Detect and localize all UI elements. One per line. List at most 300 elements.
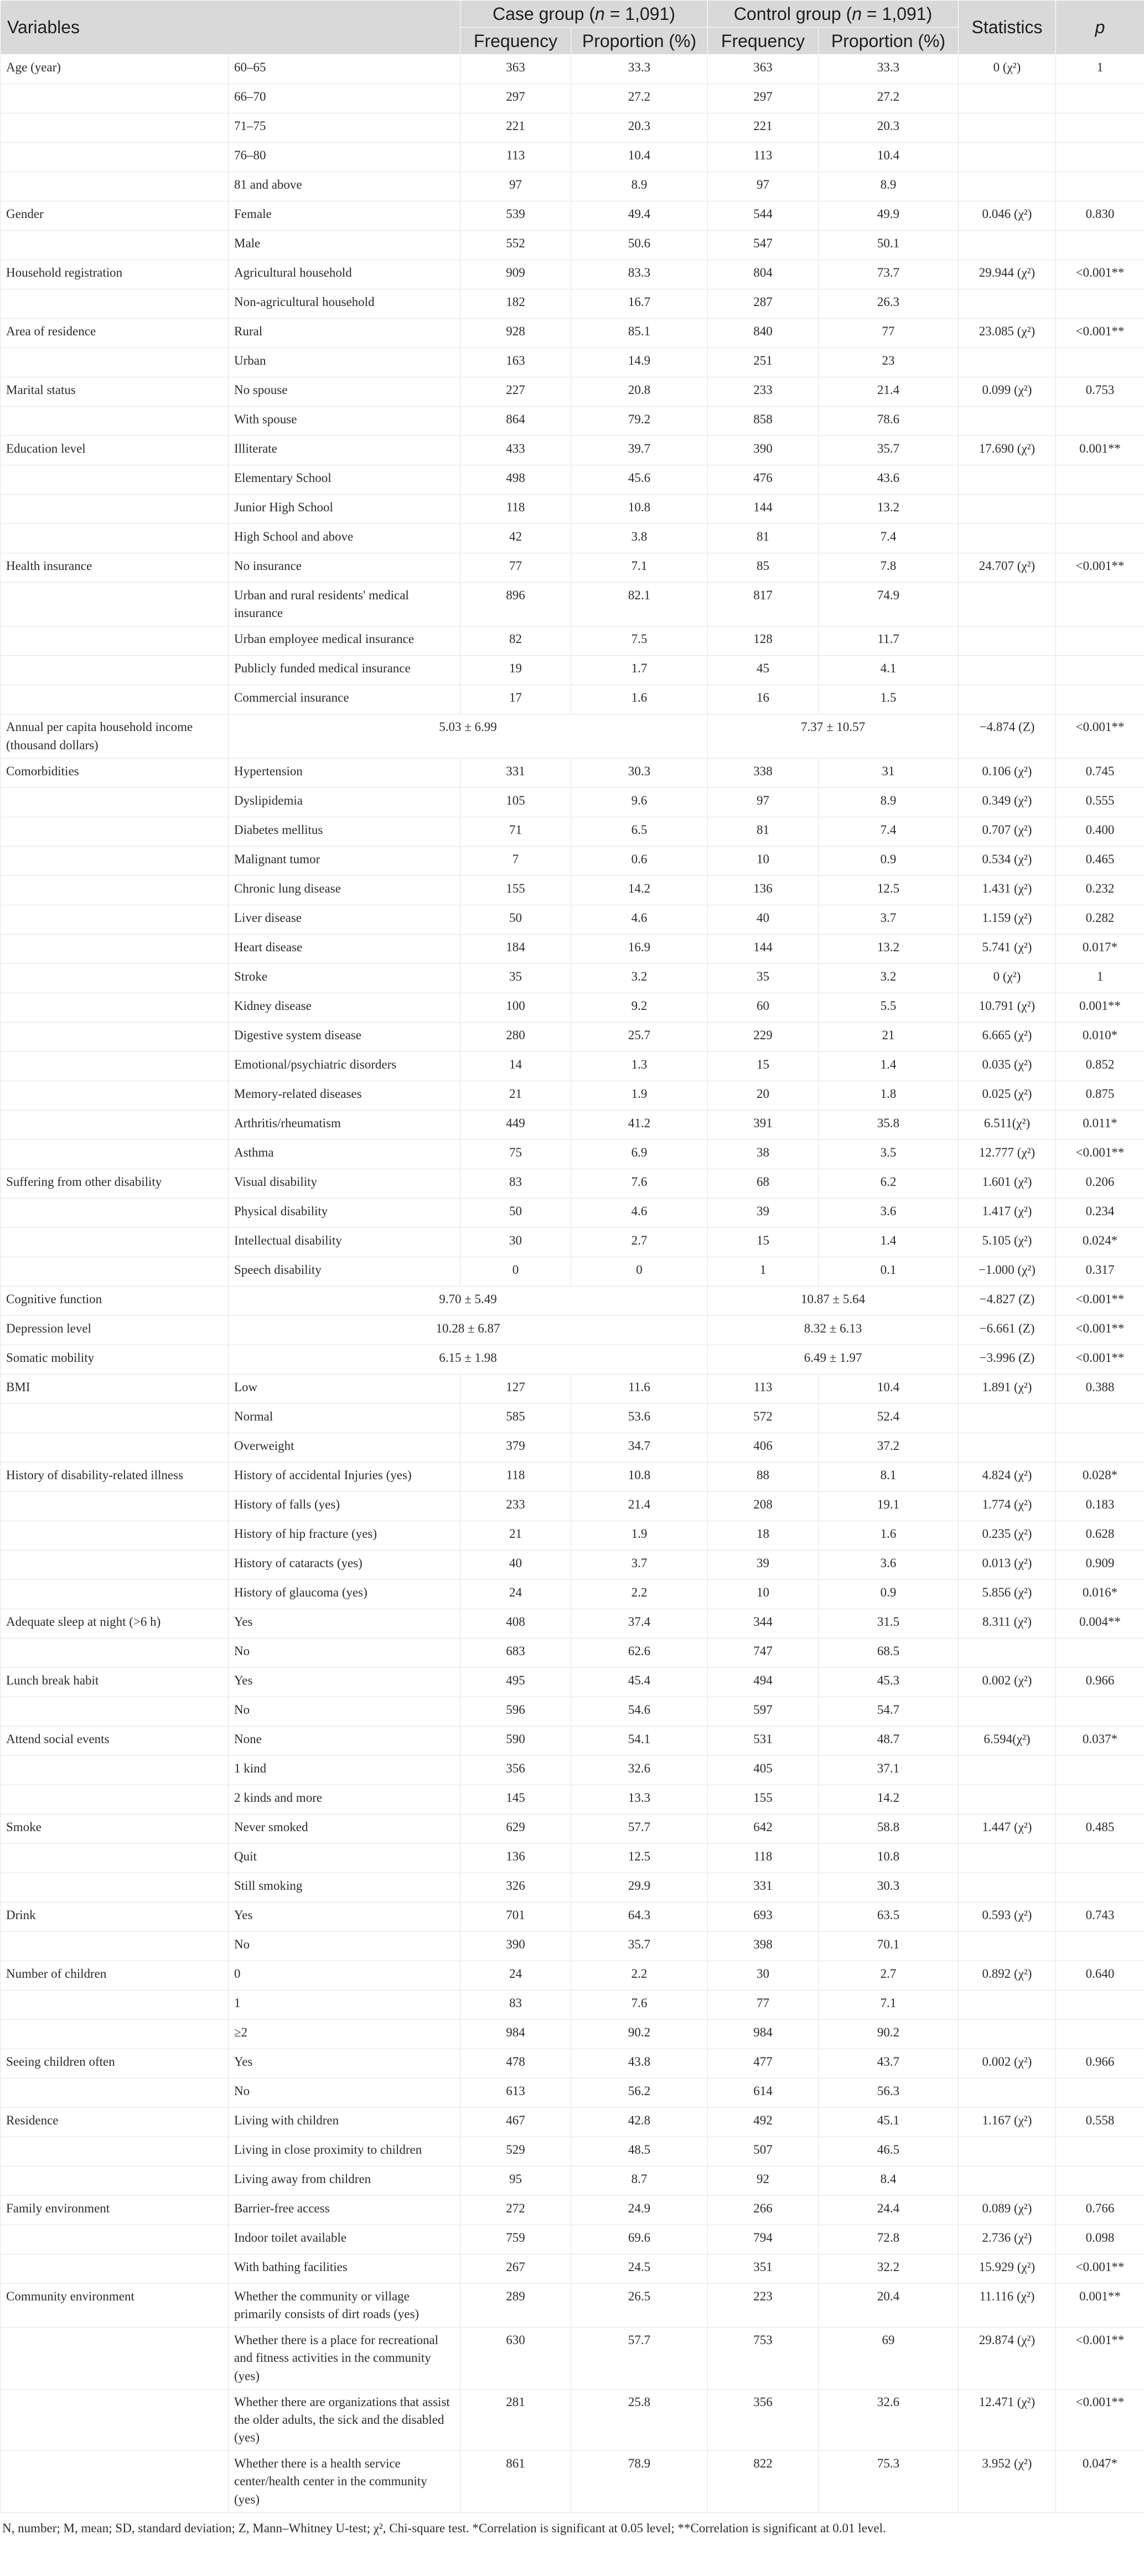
p-value-cell xyxy=(1056,1873,1144,1902)
table-header xyxy=(1,1,1144,55)
statistics-cell xyxy=(959,1990,1056,2019)
variable-cell xyxy=(1,1990,229,2019)
p-value-cell xyxy=(1056,1755,1144,1785)
case-frequency-cell: 82 xyxy=(460,626,571,656)
p-value-cell: 0.234 xyxy=(1056,1198,1144,1227)
table-row xyxy=(1,524,1144,553)
p-value-cell: 0.183 xyxy=(1056,1491,1144,1521)
control-frequency-cell: 822 xyxy=(708,2451,819,2513)
case-frequency-cell: 118 xyxy=(460,495,571,524)
control-frequency-cell: 338 xyxy=(708,758,819,787)
variable-cell: Residence xyxy=(1,2107,229,2137)
p-value-cell: 0.388 xyxy=(1056,1374,1144,1403)
control-proportion-cell: 20.4 xyxy=(819,2283,959,2327)
case-frequency-cell: 0 xyxy=(460,1257,571,1286)
control-mean-sd-cell: 7.37 ± 10.57 xyxy=(708,714,959,758)
p-value-cell xyxy=(1056,1843,1144,1873)
statistics-cell xyxy=(959,1931,1056,1961)
control-proportion-cell: 8.9 xyxy=(819,787,959,817)
level-cell: Visual disability xyxy=(229,1169,460,1198)
control-frequency-cell: 45 xyxy=(708,656,819,685)
control-proportion-cell: 74.9 xyxy=(819,583,959,626)
variable-cell xyxy=(1,685,229,714)
case-proportion-cell: 57.7 xyxy=(571,1814,708,1843)
control-proportion-cell: 3.7 xyxy=(819,905,959,934)
control-proportion-cell: 27.2 xyxy=(819,84,959,113)
statistics-cell: 0.106 (χ²) xyxy=(959,758,1056,787)
table-row xyxy=(1,1550,1144,1579)
control-frequency-cell: 88 xyxy=(708,1462,819,1491)
level-cell: Whether there is a health service center/health center in the community (yes) xyxy=(229,2451,460,2513)
case-proportion-cell: 2.2 xyxy=(571,1579,708,1609)
control-frequency-cell: 10 xyxy=(708,846,819,875)
statistics-cell: 1.601 (χ²) xyxy=(959,1169,1056,1198)
header-variables: Variables xyxy=(1,1,460,55)
p-value-cell: 0.001** xyxy=(1056,436,1144,465)
statistics-cell: 0.593 (χ²) xyxy=(959,1902,1056,1931)
control-proportion-cell: 10.8 xyxy=(819,1843,959,1873)
control-proportion-cell: 78.6 xyxy=(819,407,959,436)
control-proportion-cell: 35.7 xyxy=(819,436,959,465)
variable-cell xyxy=(1,1491,229,1521)
table-row xyxy=(1,1726,1144,1755)
statistics-cell: 0.013 (χ²) xyxy=(959,1550,1056,1579)
case-frequency-cell: 326 xyxy=(460,1873,571,1902)
control-frequency-cell: 144 xyxy=(708,495,819,524)
level-cell: 2 kinds and more xyxy=(229,1785,460,1814)
variable-cell xyxy=(1,905,229,934)
control-frequency-cell: 39 xyxy=(708,1550,819,1579)
case-frequency-cell: 113 xyxy=(460,143,571,172)
table-row xyxy=(1,1051,1144,1081)
control-proportion-cell: 14.2 xyxy=(819,1785,959,1814)
control-proportion-cell: 58.8 xyxy=(819,1814,959,1843)
variable-cell: Comorbidities xyxy=(1,758,229,787)
control-proportion-cell: 48.7 xyxy=(819,1726,959,1755)
control-proportion-cell: 1.4 xyxy=(819,1227,959,1257)
p-value-cell: 0.206 xyxy=(1056,1169,1144,1198)
statistics-cell: 0.035 (χ²) xyxy=(959,1051,1056,1081)
case-proportion-cell: 10.4 xyxy=(571,143,708,172)
control-proportion-cell: 0.9 xyxy=(819,846,959,875)
control-proportion-cell: 1.5 xyxy=(819,685,959,714)
case-proportion-cell: 7.1 xyxy=(571,553,708,583)
table-row xyxy=(1,1315,1144,1345)
level-cell: 76–80 xyxy=(229,143,460,172)
p-value-cell xyxy=(1056,2078,1144,2107)
case-proportion-cell: 3.8 xyxy=(571,524,708,553)
case-frequency-cell: 984 xyxy=(460,2019,571,2049)
table-row xyxy=(1,1638,1144,1667)
case-frequency-cell: 221 xyxy=(460,113,571,143)
case-frequency-cell: 683 xyxy=(460,1638,571,1667)
level-cell: Whether the community or village primarily consists of dirt roads (yes) xyxy=(229,2283,460,2327)
table-row xyxy=(1,436,1144,465)
table-row xyxy=(1,1667,1144,1697)
p-value-cell: 0.047* xyxy=(1056,2451,1144,2513)
table-row xyxy=(1,348,1144,377)
case-frequency-cell: 83 xyxy=(460,1169,571,1198)
control-frequency-cell: 572 xyxy=(708,1403,819,1433)
case-proportion-cell: 6.9 xyxy=(571,1139,708,1169)
statistics-cell xyxy=(959,2078,1056,2107)
case-proportion-cell: 21.4 xyxy=(571,1491,708,1521)
variable-cell xyxy=(1,143,229,172)
variable-cell: Area of residence xyxy=(1,319,229,348)
table-row xyxy=(1,1843,1144,1873)
p-value-cell: 0.909 xyxy=(1056,1550,1144,1579)
case-frequency-cell: 21 xyxy=(460,1081,571,1110)
level-cell: With spouse xyxy=(229,407,460,436)
control-frequency-cell: 221 xyxy=(708,113,819,143)
variable-cell xyxy=(1,1697,229,1726)
statistics-cell xyxy=(959,1785,1056,1814)
variable-cell xyxy=(1,524,229,553)
level-cell: Indoor toilet available xyxy=(229,2225,460,2254)
control-frequency-cell: 136 xyxy=(708,875,819,905)
variable-cell xyxy=(1,2389,229,2451)
variable-cell xyxy=(1,172,229,201)
level-cell: Hypertension xyxy=(229,758,460,787)
variable-cell: Seeing children often xyxy=(1,2049,229,2078)
case-proportion-cell: 56.2 xyxy=(571,2078,708,2107)
level-cell: Memory-related diseases xyxy=(229,1081,460,1110)
case-frequency-cell: 83 xyxy=(460,1990,571,2019)
case-frequency-cell: 77 xyxy=(460,553,571,583)
p-value-cell: 0.004** xyxy=(1056,1609,1144,1638)
control-frequency-cell: 406 xyxy=(708,1433,819,1462)
variable-cell xyxy=(1,1579,229,1609)
case-frequency-cell: 42 xyxy=(460,524,571,553)
case-proportion-cell: 2.7 xyxy=(571,1227,708,1257)
control-proportion-cell: 10.4 xyxy=(819,143,959,172)
p-value-cell: 0.875 xyxy=(1056,1081,1144,1110)
control-frequency-cell: 77 xyxy=(708,1990,819,2019)
variable-cell xyxy=(1,2328,229,2390)
p-value-cell xyxy=(1056,113,1144,143)
header-control-frequency: Frequency xyxy=(708,28,819,55)
p-value-cell: 0.400 xyxy=(1056,817,1144,846)
case-proportion-cell: 6.5 xyxy=(571,817,708,846)
case-proportion-cell: 1.7 xyxy=(571,656,708,685)
table-row xyxy=(1,1462,1144,1491)
table-row xyxy=(1,1990,1144,2019)
control-frequency-cell: 10 xyxy=(708,1579,819,1609)
variable-cell xyxy=(1,1785,229,1814)
p-value-cell: 0.558 xyxy=(1056,2107,1144,2137)
variable-cell xyxy=(1,2019,229,2049)
control-frequency-cell: 15 xyxy=(708,1227,819,1257)
case-frequency-cell: 363 xyxy=(460,55,571,84)
table-row xyxy=(1,1814,1144,1843)
level-cell: Urban employee medical insurance xyxy=(229,626,460,656)
control-frequency-cell: 507 xyxy=(708,2137,819,2166)
p-value-cell: <0.001** xyxy=(1056,1345,1144,1374)
control-frequency-cell: 208 xyxy=(708,1491,819,1521)
control-proportion-cell: 2.7 xyxy=(819,1961,959,1990)
control-proportion-cell: 33.3 xyxy=(819,55,959,84)
statistics-cell xyxy=(959,407,1056,436)
level-cell: 0 xyxy=(229,1961,460,1990)
case-proportion-cell: 45.4 xyxy=(571,1667,708,1697)
variable-cell xyxy=(1,817,229,846)
statistics-cell: 0.707 (χ²) xyxy=(959,817,1056,846)
table-row xyxy=(1,2137,1144,2166)
case-proportion-cell: 24.5 xyxy=(571,2254,708,2283)
case-frequency-cell: 478 xyxy=(460,2049,571,2078)
control-frequency-cell: 15 xyxy=(708,1051,819,1081)
variable-cell xyxy=(1,1257,229,1286)
level-cell: 71–75 xyxy=(229,113,460,143)
table-row xyxy=(1,685,1144,714)
level-cell: Low xyxy=(229,1374,460,1403)
control-proportion-cell: 7.4 xyxy=(819,524,959,553)
variable-cell: Health insurance xyxy=(1,553,229,583)
table-row xyxy=(1,1579,1144,1609)
p-value-cell xyxy=(1056,1638,1144,1667)
variable-cell: Lunch break habit xyxy=(1,1667,229,1697)
statistics-cell xyxy=(959,289,1056,319)
variable-cell xyxy=(1,1051,229,1081)
p-value-cell xyxy=(1056,84,1144,113)
table-row xyxy=(1,201,1144,231)
statistics-cell: −4.827 (Z) xyxy=(959,1286,1056,1315)
variable-cell xyxy=(1,846,229,875)
statistics-cell xyxy=(959,2137,1056,2166)
control-proportion-cell: 11.7 xyxy=(819,626,959,656)
case-proportion-cell: 57.7 xyxy=(571,2328,708,2390)
case-proportion-cell: 13.3 xyxy=(571,1785,708,1814)
variable-cell xyxy=(1,1843,229,1873)
level-cell: Kidney disease xyxy=(229,993,460,1022)
statistics-cell xyxy=(959,583,1056,626)
case-frequency-cell: 449 xyxy=(460,1110,571,1139)
p-value-cell xyxy=(1056,231,1144,260)
case-frequency-cell: 297 xyxy=(460,84,571,113)
statistics-cell: 1.159 (χ²) xyxy=(959,905,1056,934)
case-frequency-cell: 75 xyxy=(460,1139,571,1169)
statistics-cell: 24.707 (χ²) xyxy=(959,553,1056,583)
p-value-cell: 0.485 xyxy=(1056,1814,1144,1843)
level-cell: Heart disease xyxy=(229,934,460,963)
case-proportion-cell: 34.7 xyxy=(571,1433,708,1462)
statistics-cell: 0.892 (χ²) xyxy=(959,1961,1056,1990)
case-proportion-cell: 41.2 xyxy=(571,1110,708,1139)
control-frequency-cell: 747 xyxy=(708,1638,819,1667)
level-cell: History of cataracts (yes) xyxy=(229,1550,460,1579)
case-mean-sd-cell: 6.15 ± 1.98 xyxy=(229,1345,708,1374)
control-proportion-cell: 7.1 xyxy=(819,1990,959,2019)
control-frequency-cell: 97 xyxy=(708,172,819,201)
level-cell: Overweight xyxy=(229,1433,460,1462)
table-row xyxy=(1,1169,1144,1198)
control-frequency-cell: 16 xyxy=(708,685,819,714)
control-frequency-cell: 794 xyxy=(708,2225,819,2254)
p-value-cell: 0.317 xyxy=(1056,1257,1144,1286)
case-proportion-cell: 20.8 xyxy=(571,377,708,407)
case-proportion-cell: 9.2 xyxy=(571,993,708,1022)
table-row xyxy=(1,2283,1144,2327)
control-proportion-cell: 26.3 xyxy=(819,289,959,319)
variable-cell xyxy=(1,407,229,436)
control-proportion-cell: 1.4 xyxy=(819,1051,959,1081)
variable-cell: Education level xyxy=(1,436,229,465)
control-frequency-cell: 363 xyxy=(708,55,819,84)
level-cell: 66–70 xyxy=(229,84,460,113)
case-proportion-cell: 1.9 xyxy=(571,1521,708,1550)
level-cell: No spouse xyxy=(229,377,460,407)
variable-cell xyxy=(1,2451,229,2513)
case-proportion-cell: 64.3 xyxy=(571,1902,708,1931)
level-cell: Dyslipidemia xyxy=(229,787,460,817)
level-cell: 1 xyxy=(229,1990,460,2019)
case-proportion-cell: 7.5 xyxy=(571,626,708,656)
p-value-cell: 0.555 xyxy=(1056,787,1144,817)
control-proportion-cell: 63.5 xyxy=(819,1902,959,1931)
control-frequency-cell: 494 xyxy=(708,1667,819,1697)
case-proportion-cell: 0.6 xyxy=(571,846,708,875)
control-frequency-cell: 144 xyxy=(708,934,819,963)
control-proportion-cell: 8.4 xyxy=(819,2166,959,2195)
p-value-cell: 0.001** xyxy=(1056,2283,1144,2327)
level-cell: Barrier-free access xyxy=(229,2195,460,2225)
variable-cell xyxy=(1,2225,229,2254)
level-cell: Never smoked xyxy=(229,1814,460,1843)
p-value-cell: 0.745 xyxy=(1056,758,1144,787)
control-frequency-cell: 477 xyxy=(708,2049,819,2078)
p-value-cell xyxy=(1056,656,1144,685)
p-value-cell: 0.966 xyxy=(1056,1667,1144,1697)
case-frequency-cell: 630 xyxy=(460,2328,571,2390)
variable-cell: Adequate sleep at night (>6 h) xyxy=(1,1609,229,1638)
p-value-cell xyxy=(1056,172,1144,201)
case-frequency-cell: 379 xyxy=(460,1433,571,1462)
case-frequency-cell: 50 xyxy=(460,905,571,934)
control-proportion-cell: 6.2 xyxy=(819,1169,959,1198)
p-value-cell: <0.001** xyxy=(1056,1315,1144,1345)
table-row xyxy=(1,1931,1144,1961)
table-row xyxy=(1,172,1144,201)
statistics-cell: 6.594(χ²) xyxy=(959,1726,1056,1755)
variable-cell xyxy=(1,2137,229,2166)
variable-cell xyxy=(1,1081,229,1110)
table-row xyxy=(1,1227,1144,1257)
case-proportion-cell: 53.6 xyxy=(571,1403,708,1433)
p-value-cell: 0.037* xyxy=(1056,1726,1144,1755)
statistics-cell: 5.105 (χ²) xyxy=(959,1227,1056,1257)
control-proportion-cell: 43.6 xyxy=(819,465,959,495)
level-cell: Rural xyxy=(229,319,460,348)
p-value-cell: 0.011* xyxy=(1056,1110,1144,1139)
control-proportion-cell: 37.2 xyxy=(819,1433,959,1462)
level-cell: History of falls (yes) xyxy=(229,1491,460,1521)
table-row xyxy=(1,1257,1144,1286)
control-frequency-cell: 229 xyxy=(708,1022,819,1051)
control-proportion-cell: 32.6 xyxy=(819,2389,959,2451)
p-value-cell: 0.282 xyxy=(1056,905,1144,934)
p-value-cell: <0.001** xyxy=(1056,260,1144,289)
table-row xyxy=(1,905,1144,934)
case-proportion-cell: 3.2 xyxy=(571,963,708,993)
level-cell: 81 and above xyxy=(229,172,460,201)
case-frequency-cell: 184 xyxy=(460,934,571,963)
control-proportion-cell: 1.8 xyxy=(819,1081,959,1110)
table-row xyxy=(1,993,1144,1022)
p-value-cell: <0.001** xyxy=(1056,2254,1144,2283)
statistics-cell: 8.311 (χ²) xyxy=(959,1609,1056,1638)
case-proportion-cell: 10.8 xyxy=(571,1462,708,1491)
case-frequency-cell: 40 xyxy=(460,1550,571,1579)
table-row xyxy=(1,1755,1144,1785)
level-cell: Urban and rural residents' medical insurance xyxy=(229,583,460,626)
statistics-cell: 0.002 (χ²) xyxy=(959,2049,1056,2078)
case-frequency-cell: 495 xyxy=(460,1667,571,1697)
p-value-cell: <0.001** xyxy=(1056,319,1144,348)
variable-cell xyxy=(1,1638,229,1667)
case-proportion-cell: 12.5 xyxy=(571,1843,708,1873)
variable-cell xyxy=(1,583,229,626)
control-proportion-cell: 24.4 xyxy=(819,2195,959,2225)
statistics-cell xyxy=(959,1433,1056,1462)
level-cell: Non-agricultural household xyxy=(229,289,460,319)
variable-cell xyxy=(1,2254,229,2283)
control-frequency-cell: 753 xyxy=(708,2328,819,2390)
case-frequency-cell: 539 xyxy=(460,201,571,231)
case-mean-sd-cell: 5.03 ± 6.99 xyxy=(229,714,708,758)
level-cell: Digestive system disease xyxy=(229,1022,460,1051)
statistics-cell: 4.824 (χ²) xyxy=(959,1462,1056,1491)
p-value-cell xyxy=(1056,289,1144,319)
control-proportion-cell: 49.9 xyxy=(819,201,959,231)
control-proportion-cell: 10.4 xyxy=(819,1374,959,1403)
table-row xyxy=(1,1609,1144,1638)
statistics-cell xyxy=(959,1755,1056,1785)
statistics-cell: 23.085 (χ²) xyxy=(959,319,1056,348)
case-frequency-cell: 163 xyxy=(460,348,571,377)
table-row xyxy=(1,1139,1144,1169)
statistics-cell: −6.661 (Z) xyxy=(959,1315,1056,1345)
p-value-cell xyxy=(1056,583,1144,626)
variable-cell xyxy=(1,963,229,993)
statistics-cell: 0 (χ²) xyxy=(959,55,1056,84)
control-proportion-cell: 43.7 xyxy=(819,2049,959,2078)
statistics-cell: 0.099 (χ²) xyxy=(959,377,1056,407)
p-value-cell: <0.001** xyxy=(1056,1286,1144,1315)
control-frequency-cell: 223 xyxy=(708,2283,819,2327)
p-value-cell xyxy=(1056,626,1144,656)
variable-cell xyxy=(1,1198,229,1227)
case-frequency-cell: 552 xyxy=(460,231,571,260)
level-cell: With bathing facilities xyxy=(229,2254,460,2283)
header-case-frequency: Frequency xyxy=(460,28,571,55)
case-frequency-cell: 17 xyxy=(460,685,571,714)
variable-cell xyxy=(1,2078,229,2107)
control-mean-sd-cell: 6.49 ± 1.97 xyxy=(708,1345,959,1374)
case-proportion-cell: 49.4 xyxy=(571,201,708,231)
variable-cell xyxy=(1,993,229,1022)
p-value-cell: <0.001** xyxy=(1056,714,1144,758)
header-case-group: Case group (n = 1,091) xyxy=(460,1,708,28)
variable-cell xyxy=(1,1110,229,1139)
variable-cell xyxy=(1,1403,229,1433)
variable-cell: Somatic mobility xyxy=(1,1345,229,1374)
variable-cell xyxy=(1,1022,229,1051)
statistics-cell: 29.874 (χ²) xyxy=(959,2328,1056,2390)
variable-cell xyxy=(1,1139,229,1169)
control-frequency-cell: 251 xyxy=(708,348,819,377)
table-row xyxy=(1,84,1144,113)
table-row xyxy=(1,2019,1144,2049)
